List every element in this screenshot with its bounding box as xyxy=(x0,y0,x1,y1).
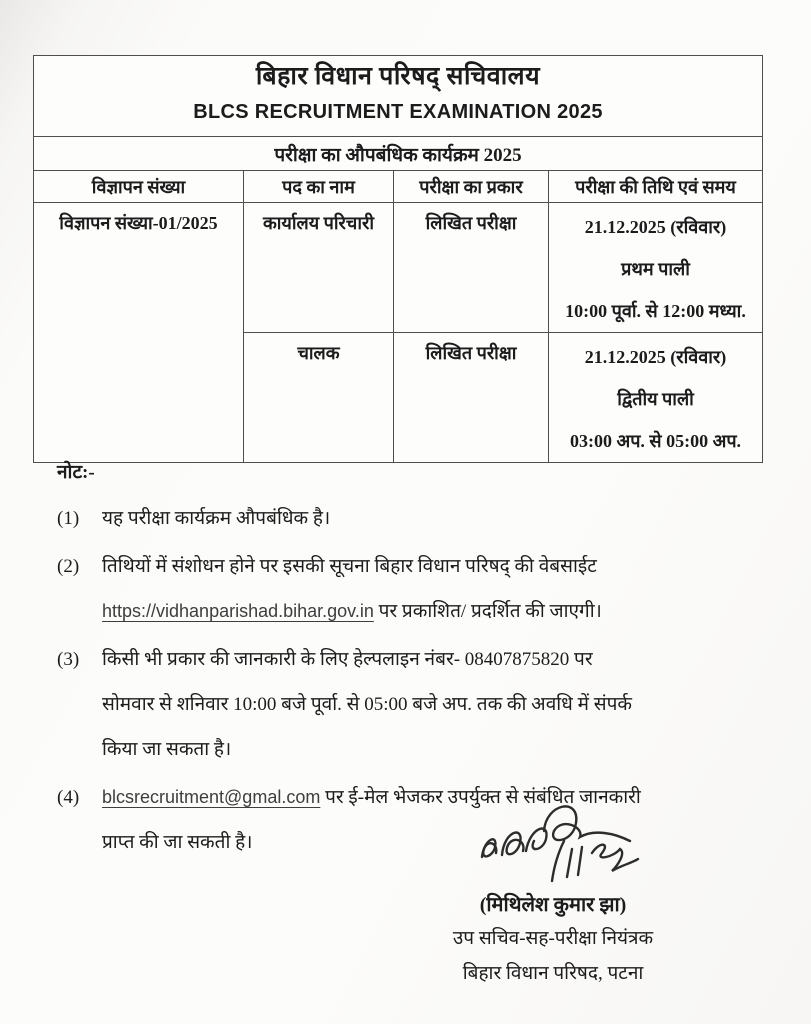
subtitle-row xyxy=(34,137,763,171)
exam-time: 03:00 अप. से 05:00 अप. xyxy=(569,431,742,451)
table-header-row xyxy=(34,171,763,203)
exam-type-cell: लिखित परीक्षा xyxy=(394,203,549,333)
note-text-continuation: पर प्रकाशित/ प्रदर्शित की जाएगी। xyxy=(373,601,602,622)
col-header-exam-date-time: परीक्षा की तिथि एवं समय xyxy=(549,171,763,203)
note-text: किसी भी प्रकार की जानकारी के लिए हेल्पलाइन नंबर- 08407875820 पर xyxy=(102,649,593,670)
col-header-advertisement-number: विज्ञापन संख्या xyxy=(34,171,244,203)
note-text-continuation: पर ई-मेल भेजकर उपर्युक्त से संबंधित जानकारी xyxy=(320,787,641,808)
exam-shift: प्रथम पाली xyxy=(621,259,690,279)
email-address: blcsrecruitment@gmal.com xyxy=(102,787,321,807)
note-item-3 xyxy=(57,637,767,772)
advertisement-number-cell: विज्ञापन संख्या-01/2025 xyxy=(34,203,244,463)
exam-date: 21.12.2025 (रविवार) xyxy=(584,217,727,237)
note-text: तिथियों में संशोधन होने पर इसकी सूचना बिहार विधान परिषद् की वेबसाईट xyxy=(102,556,597,577)
title-row xyxy=(34,56,763,137)
schedule-subtitle: परीक्षा का औपबंधिक कार्यक्रम 2025 xyxy=(34,137,763,171)
exam-title-english: BLCS RECRUITMENT EXAMINATION 2025 xyxy=(193,101,603,123)
note-text: प्राप्त की जा सकती है। xyxy=(102,832,253,853)
signatory-office: बिहार विधान परिषद, पटना xyxy=(462,963,644,984)
exam-date-time-cell xyxy=(549,333,763,463)
post-name-cell: कार्यालय परिचारी xyxy=(244,203,394,333)
website-url: https://vidhanparishad.bihar.gov.in xyxy=(102,601,374,621)
title-cell xyxy=(34,56,763,137)
post-name-cell: चालक xyxy=(244,333,394,463)
exam-date-time-cell xyxy=(549,203,763,333)
col-header-exam-type: परीक्षा का प्रकार xyxy=(394,171,549,203)
notes-heading: नोट:- xyxy=(57,462,95,483)
exam-schedule-table xyxy=(33,55,763,463)
exam-type-cell: लिखित परीक्षा xyxy=(394,333,549,463)
exam-shift: द्वितीय पाली xyxy=(617,389,694,409)
col-header-post-name: पद का नाम xyxy=(244,171,394,203)
note-text: यह परीक्षा कार्यक्रम औपबंधिक है। xyxy=(102,508,331,529)
note-text: किया जा सकता है। xyxy=(102,739,232,760)
signatory-designation: उप सचिव-सह-परीक्षा नियंत्रक xyxy=(452,928,654,949)
note-number: (4) xyxy=(57,787,80,808)
signature-image xyxy=(408,793,698,889)
handwritten-signature-icon xyxy=(468,793,668,889)
note-text: सोमवार से शनिवार 10:00 बजे पूर्वा. से 05:00 बजे अप. तक की अवधि में संपर्क xyxy=(102,694,632,715)
note-item-2 xyxy=(57,544,767,634)
signatory-name: (मिथिलेश कुमार झा) xyxy=(479,894,627,916)
exam-time: 10:00 पूर्वा. से 12:00 मध्या. xyxy=(565,301,746,321)
note-text xyxy=(102,589,767,634)
table-row xyxy=(34,203,763,333)
note-number: (2) xyxy=(57,556,80,577)
note-item-1 xyxy=(57,496,767,541)
organization-title: बिहार विधान परिषद् सचिवालय xyxy=(255,63,541,90)
exam-date: 21.12.2025 (रविवार) xyxy=(584,347,727,367)
note-number: (3) xyxy=(57,649,80,670)
signature-block xyxy=(408,793,698,991)
note-number: (1) xyxy=(57,508,80,529)
